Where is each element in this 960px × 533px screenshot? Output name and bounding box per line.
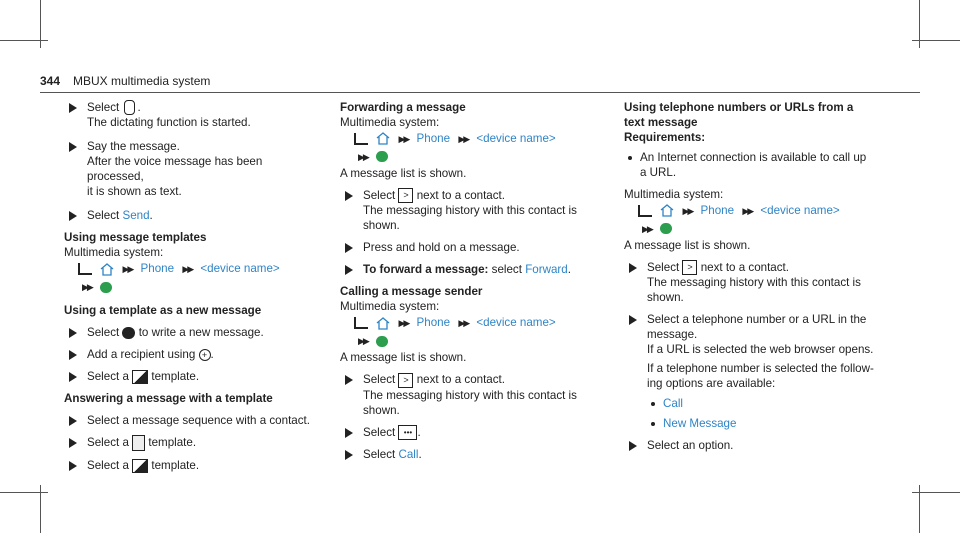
step-add-recipient: Add a recipient using + . [64, 347, 314, 362]
add-circle-icon: + [199, 349, 211, 361]
path-separator-icon: ▶▶ [742, 206, 753, 216]
write-message-icon [122, 327, 135, 339]
step-arrow-icon [69, 372, 77, 382]
heading-template-new-message: Using a template as a new message [64, 304, 262, 318]
path-separator-icon: ▶▶ [458, 318, 469, 329]
step-arrow-icon [69, 350, 77, 360]
step-press-hold: Press and hold on a message. [340, 240, 600, 255]
step-arrow-icon [69, 461, 77, 471]
option-call-link[interactable]: Call [663, 397, 683, 411]
chevron-right-icon: > [398, 188, 413, 203]
page-header [40, 74, 920, 93]
column-left [64, 100, 314, 473]
step-write-new: Select to write a new message. [64, 325, 314, 340]
step-select-more: Select ••• . [340, 425, 600, 440]
bullet-icon [628, 156, 632, 160]
call-link[interactable]: Call [398, 448, 419, 462]
path-separator-icon: ▶▶ [358, 152, 368, 162]
forward-link[interactable]: Forward [525, 263, 568, 277]
path-start-icon [78, 263, 92, 275]
option-new-message-link[interactable]: New Message [663, 417, 737, 431]
path-separator-icon: ▶▶ [358, 336, 368, 347]
path-separator-icon: ▶▶ [682, 206, 693, 216]
step-arrow-icon [345, 265, 353, 275]
page-number: 344 [40, 74, 61, 88]
page-title: MBUX multimedia system [73, 74, 211, 88]
requirement-item: An Internet connection is available to call up a URL. [624, 150, 894, 180]
step-select-phone-template: Select a template. [64, 435, 314, 451]
path-phone-link[interactable]: Phone [140, 262, 175, 276]
step-arrow-icon [69, 142, 77, 152]
template-icon [132, 370, 148, 384]
step-select-contact-3: Select > next to a contact. The messaging history with this contact is shown. [624, 260, 894, 305]
step-select-number-url: Select a telephone number or a URL in the message. If a URL is selected the web browser opens. If a telephone number is selected the follow- ing options are available: Call New Message [624, 312, 894, 431]
message-icon[interactable] [100, 282, 112, 293]
heading-answer-template: Answering a message with a template [64, 392, 273, 406]
path-device-link[interactable]: <device name> [476, 132, 556, 145]
step-select-call: Select Call. [340, 447, 600, 462]
message-list-shown: A message list is shown. [340, 351, 467, 365]
step-select-contact: Select > next to a contact. The messaging history with this contact is shown. [340, 188, 600, 233]
path-separator-icon: ▶▶ [82, 282, 92, 293]
multimedia-system-label: Multimedia system: [340, 300, 440, 314]
step-select-sequence: Select a message sequence with a contact. [64, 413, 314, 428]
path-device-link[interactable]: <device name> [476, 316, 556, 330]
send-link[interactable]: Send [122, 209, 150, 223]
step-arrow-icon [345, 375, 353, 385]
bullet-icon [651, 402, 655, 406]
menu-path [64, 260, 314, 278]
heading-message-templates: Using message templates [64, 231, 207, 245]
step-select-contact-2: Select > next to a contact. The messaging history with this contact is shown. [340, 372, 600, 417]
message-icon[interactable] [660, 223, 672, 234]
step-arrow-icon [69, 211, 77, 221]
template-icon [132, 459, 148, 473]
path-separator-icon: ▶▶ [458, 134, 469, 144]
menu-path [340, 130, 600, 148]
path-separator-icon: ▶▶ [182, 264, 193, 275]
multimedia-system-label: Multimedia system: [340, 116, 440, 129]
step-arrow-icon [345, 450, 353, 460]
menu-path-messages [624, 220, 894, 238]
column-middle [340, 100, 600, 462]
home-icon [660, 204, 674, 217]
path-start-icon [354, 133, 368, 145]
crop-mark [0, 492, 48, 493]
path-device-link[interactable]: <device name> [200, 262, 280, 276]
option-item [647, 416, 894, 431]
crop-mark [912, 492, 960, 493]
path-phone-link[interactable]: Phone [700, 204, 735, 217]
path-separator-icon: ▶▶ [398, 318, 409, 329]
heading-calling-sender: Calling a message sender [340, 285, 483, 299]
step-arrow-icon [69, 416, 77, 426]
menu-path-messages [340, 148, 600, 166]
path-phone-link[interactable]: Phone [416, 316, 451, 330]
message-list-shown: A message list is shown. [340, 167, 467, 180]
crop-mark [912, 40, 960, 41]
step-arrow-icon [69, 328, 77, 338]
path-separator-icon: ▶▶ [642, 224, 652, 234]
step-arrow-icon [345, 191, 353, 201]
step-arrow-icon [629, 263, 637, 273]
path-separator-icon: ▶▶ [122, 264, 133, 275]
option-item [647, 396, 894, 411]
multimedia-system-label: Multimedia system: [624, 188, 724, 201]
path-start-icon [354, 317, 368, 329]
step-arrow-icon [69, 438, 77, 448]
path-separator-icon: ▶▶ [398, 134, 409, 144]
heading-requirements: Requirements: [624, 131, 706, 144]
home-icon [376, 132, 390, 145]
column-right [624, 100, 894, 453]
chevron-right-icon: > [398, 373, 413, 388]
path-phone-link[interactable]: Phone [416, 132, 451, 145]
crop-mark [0, 40, 48, 41]
message-icon[interactable] [376, 151, 388, 162]
step-arrow-icon [345, 243, 353, 253]
menu-path-messages [340, 332, 600, 350]
step-arrow-icon [345, 428, 353, 438]
step-say-message: Say the message. After the voice message has been processed, it is shown as text. [64, 139, 314, 199]
heading-using-numbers-urls: Using telephone numbers or URLs from a text message [624, 101, 854, 129]
home-icon [100, 263, 114, 276]
message-icon[interactable] [376, 336, 388, 347]
menu-path [624, 202, 894, 220]
microphone-icon [124, 100, 135, 115]
menu-path-messages [64, 278, 314, 296]
bullet-icon [651, 422, 655, 426]
step-select-template-2: Select a template. [64, 458, 314, 473]
step-select-dictate: Select . The dictating function is started. [64, 100, 314, 130]
menu-path [340, 314, 600, 332]
step-arrow-icon [629, 441, 637, 451]
phone-template-icon [132, 435, 145, 451]
step-select-option: Select an option. [624, 438, 894, 453]
path-start-icon [638, 205, 652, 217]
multimedia-system-label: Multimedia system: [64, 246, 164, 260]
path-device-link[interactable]: <device name> [760, 204, 840, 217]
heading-forwarding: Forwarding a message [340, 101, 466, 114]
step-select-send: Select Send. [64, 208, 314, 223]
step-forward: To forward a message: select Forward. [340, 262, 600, 277]
chevron-right-icon: > [682, 260, 697, 275]
more-options-icon: ••• [398, 425, 417, 440]
message-list-shown: A message list is shown. [624, 239, 751, 252]
home-icon [376, 317, 390, 330]
step-select-template: Select a template. [64, 369, 314, 384]
step-arrow-icon [69, 103, 77, 113]
step-arrow-icon [629, 315, 637, 325]
